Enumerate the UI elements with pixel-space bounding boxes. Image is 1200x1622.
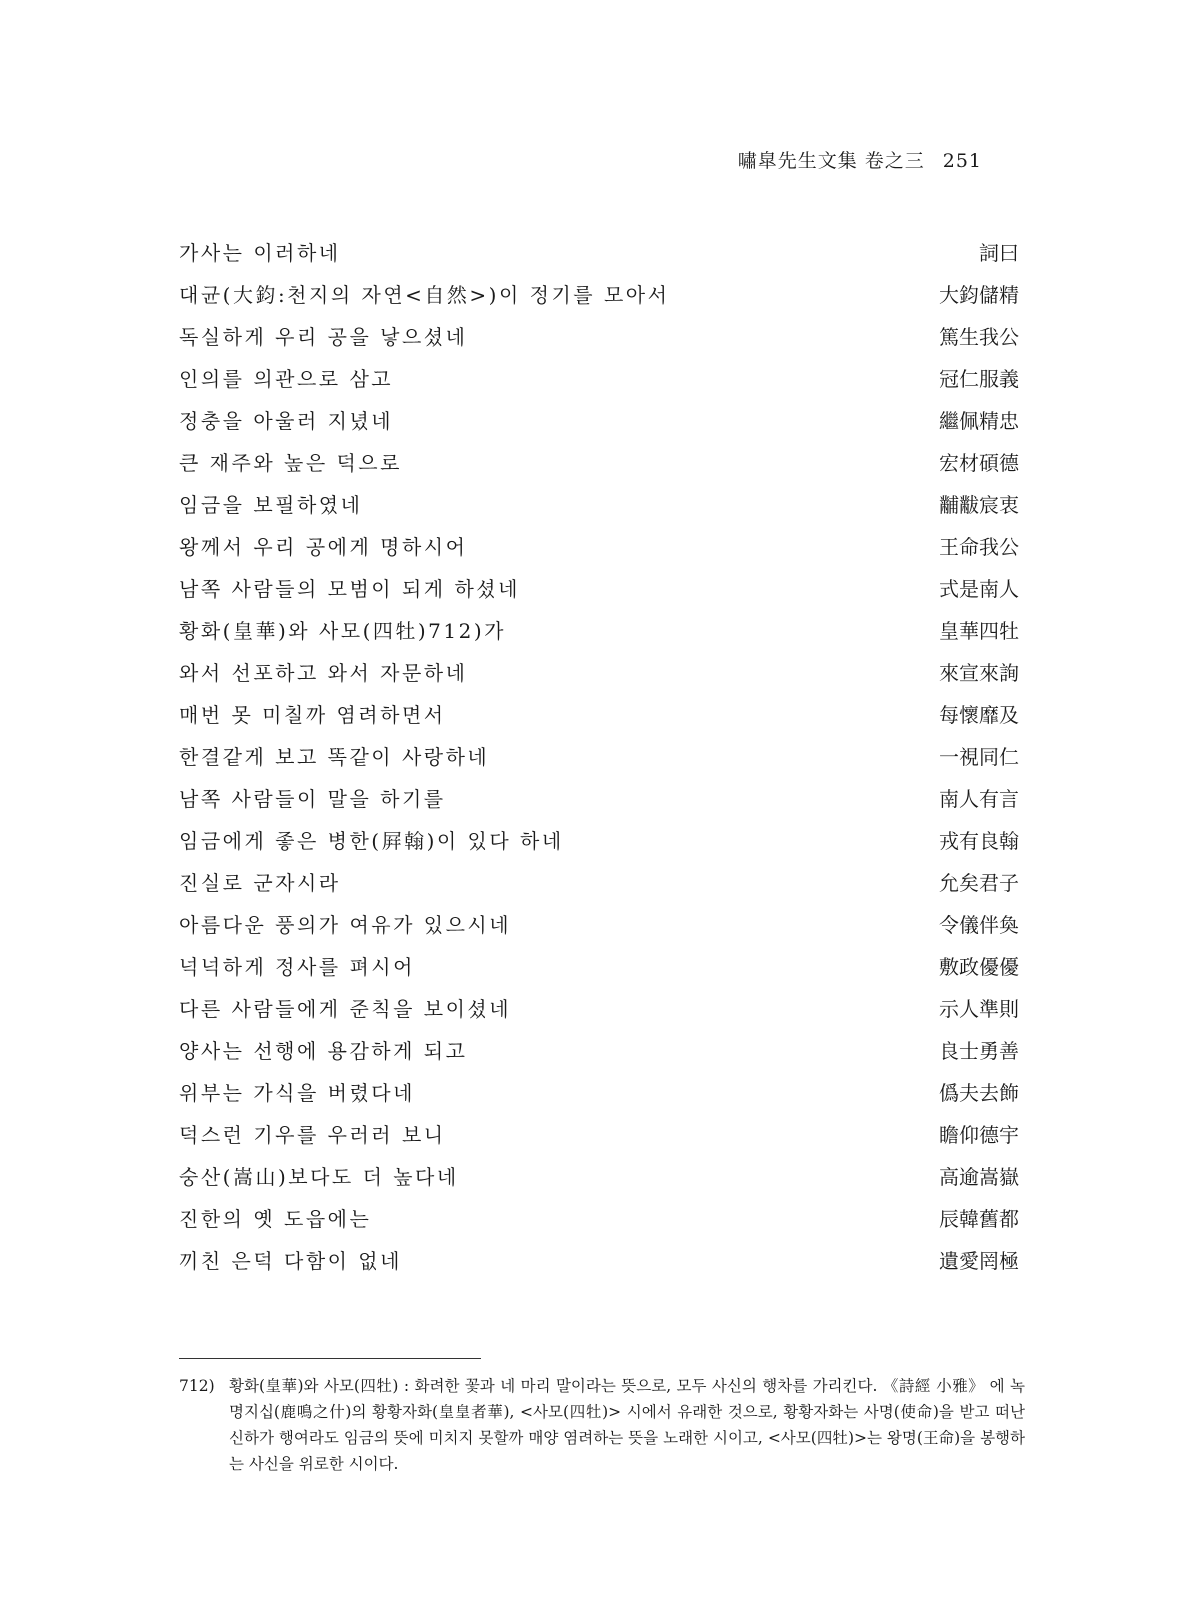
footnote-text: 황화(皇華)와 사모(四牡) : 화려한 꽃과 네 마리 말이라는 뜻으로, 모두 사신의 행차를 가리킨다. 《詩經 小雅》 에 녹명지십(鹿鳴之什)의 황황자화(皇皇者華), <사모(四牡)> 시에서 유래한 것으로, 황황자화는 사명(使命)을 받고 떠난 신하가 행여라도 임금의 뜻에 미치지 못할까 매양 염려하는 뜻을 노래한 시이고, <사모(四牡)>는 왕명(王命)을 봉행하는 사신을 위로한 시이다. [229,1377,1025,1473]
poem-line-hanja: 一視同仁 [939,744,1019,769]
poem-line [179,650,1019,692]
poem-line [179,860,1019,902]
poem-line-korean: 숭산(嵩山)보다도 더 높다네 [179,1164,459,1189]
poem-line-korean: 남쪽 사람들이 말을 하기를 [179,786,446,811]
poem-line-hanja: 冠仁服義 [939,366,1019,391]
poem-line [179,1070,1019,1112]
poem-line [179,440,1019,482]
poem-line-korean: 황화(皇華)와 사모(四牡)712)가 [179,618,506,643]
poem-line [179,272,1019,314]
poem-line [179,734,1019,776]
poem-line-hanja: 戎有良翰 [939,828,1019,853]
poem-line-hanja: 式是南人 [939,576,1019,601]
poem-line-hanja: 高逾嵩嶽 [939,1164,1019,1189]
poem-line-hanja: 南人有言 [939,786,1019,811]
poem-line-korean: 가사는 이러하네 [179,240,341,265]
poem-line-korean: 정충을 아울러 지녔네 [179,408,394,433]
poem-line [179,902,1019,944]
poem-line [179,524,1019,566]
poem-line-hanja: 篤生我公 [939,324,1019,349]
poem-line-korean: 진한의 옛 도읍에는 [179,1206,372,1231]
poem-line-hanja: 瞻仰德宇 [939,1122,1019,1147]
running-head [738,146,982,173]
poem-line [179,566,1019,608]
poem-line-korean: 아름다운 풍의가 여유가 있으시네 [179,912,512,937]
footnote-marker: 712) [179,1377,215,1395]
poem-line-hanja: 宏材碩德 [939,450,1019,475]
poem-line [179,1238,1019,1280]
poem-line [179,1112,1019,1154]
poem-line [179,1196,1019,1238]
poem-line-korean: 인의를 의관으로 삼고 [179,366,394,391]
poem-line-korean: 남쪽 사람들의 모범이 되게 하셨네 [179,576,520,601]
poem-line [179,986,1019,1028]
poem-line-hanja: 王命我公 [939,534,1019,559]
poem-line-hanja: 大鈞儲精 [939,282,1019,307]
poem-line-hanja: 辰韓舊都 [939,1206,1019,1231]
poem-line-hanja: 黼黻宸衷 [939,492,1019,517]
poem-line-korean: 양사는 선행에 용감하게 되고 [179,1038,468,1063]
poem-line-hanja: 遺愛罔極 [939,1248,1019,1273]
poem-line [179,1028,1019,1070]
poem-line-hanja: 詞曰 [979,240,1019,265]
poem-line [179,692,1019,734]
poem-line-hanja: 令儀伴奐 [939,912,1019,937]
poem-line [179,776,1019,818]
poem-line-korean: 한결같게 보고 똑같이 사랑하네 [179,744,490,769]
poem-body [179,230,1019,1280]
book-title: 嘯皐先生文集 卷之三 [737,150,925,172]
poem-line-korean: 왕께서 우리 공에게 명하시어 [179,534,468,559]
poem-line-korean: 매번 못 미칠까 염려하면서 [179,702,446,727]
poem-line-hanja: 來宣來詢 [939,660,1019,685]
poem-line-korean: 다른 사람들에게 준칙을 보이셨네 [179,996,512,1021]
poem-line [179,944,1019,986]
poem-line-korean: 덕스런 기우를 우러러 보니 [179,1122,446,1147]
poem-line-hanja: 示人準則 [939,996,1019,1021]
poem-line-korean: 임금에게 좋은 병한(屛翰)이 있다 하네 [179,828,564,853]
poem-line-korean: 와서 선포하고 와서 자문하네 [179,660,468,685]
poem-line-hanja: 敷政優優 [939,954,1019,979]
poem-line [179,314,1019,356]
poem-line-hanja: 繼佩精忠 [939,408,1019,433]
poem-line-korean: 끼친 은덕 다함이 없네 [179,1248,402,1273]
poem-line-hanja: 允矣君子 [939,870,1019,895]
poem-line-hanja: 皇華四牡 [939,618,1019,643]
poem-line-korean: 넉넉하게 정사를 펴시어 [179,954,415,979]
poem-line-korean: 큰 재주와 높은 덕으로 [179,450,402,475]
poem-line [179,818,1019,860]
poem-line-hanja: 僞夫去飾 [939,1080,1019,1105]
poem-line [179,482,1019,524]
poem-line [179,356,1019,398]
poem-line [179,1154,1019,1196]
page-number: 251 [942,150,982,172]
poem-line-korean: 임금을 보필하였네 [179,492,363,517]
poem-line-korean: 독실하게 우리 공을 낳으셨네 [179,324,468,349]
poem-line-hanja: 良士勇善 [939,1038,1019,1063]
poem-line [179,230,1019,272]
poem-line [179,398,1019,440]
footnote-separator [179,1358,481,1359]
footnote [179,1373,1025,1477]
poem-line-hanja: 每懷靡及 [939,702,1019,727]
poem-line [179,608,1019,650]
poem-line-korean: 진실로 군자시라 [179,870,341,895]
poem-line-korean: 위부는 가식을 버렸다네 [179,1080,415,1105]
poem-line-korean: 대균(大鈞:천지의 자연<自然>)이 정기를 모아서 [179,282,670,307]
